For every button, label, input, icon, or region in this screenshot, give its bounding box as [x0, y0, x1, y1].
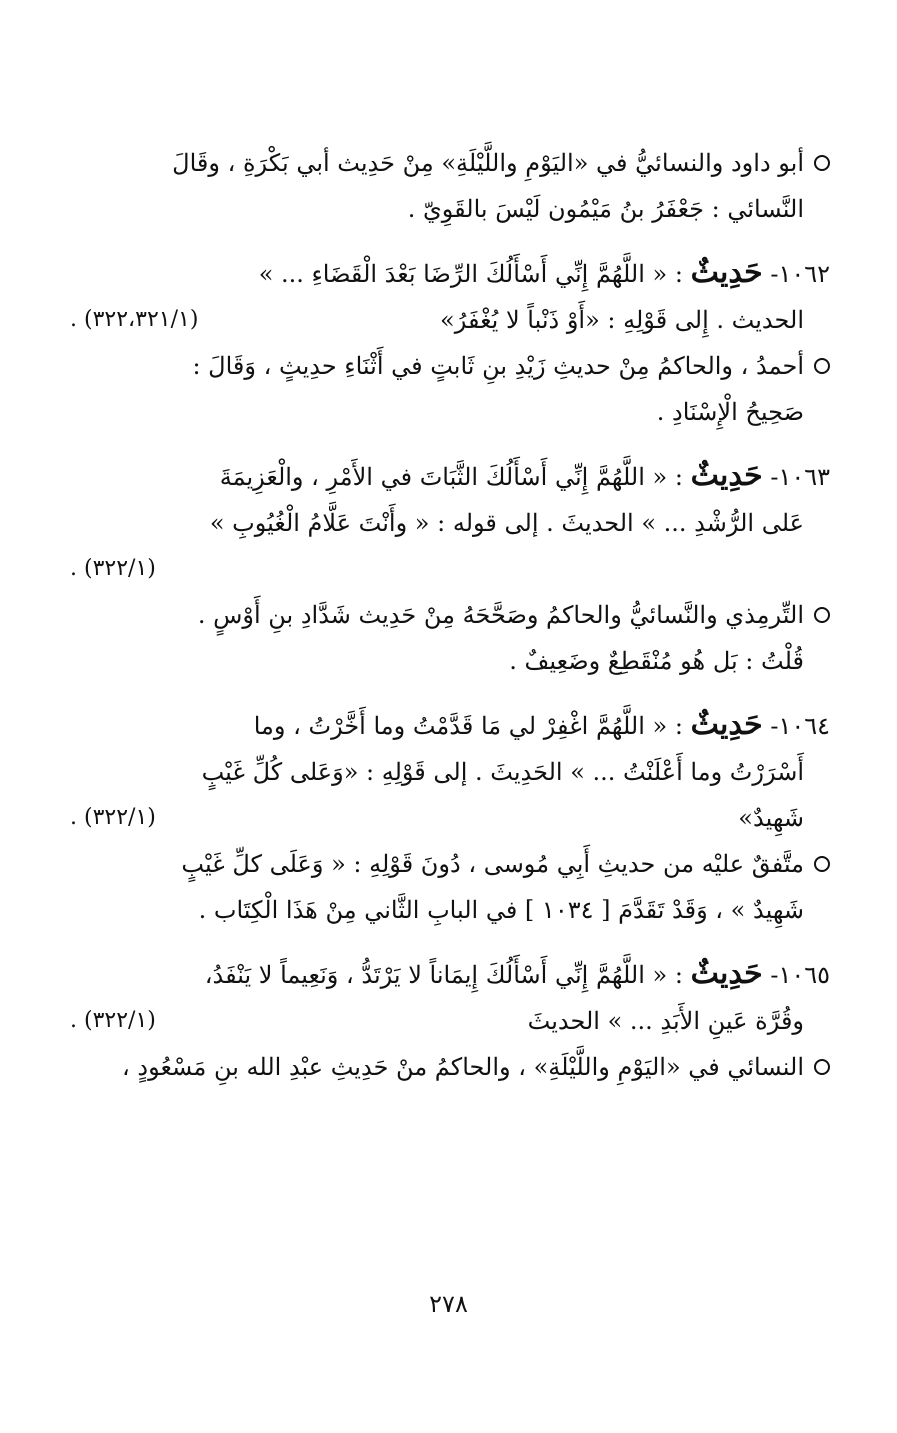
source-text-1: التِّرمِذي والنَّسائيُّ والحاكمُ وصَحَّحَهُ مِنْ حَدِيث شَدَّادِ بنِ أَوْسٍ .: [197, 601, 804, 629]
source-text-1: النسائي في «اليَوْمِ واللَّيْلَةِ» ، والحاكمُ منْ حَدِيثِ عبْدِ الله بنِ مَسْعُودٍ ،: [122, 1053, 804, 1081]
entry-number: ١٠٦٢-: [770, 260, 830, 288]
hadith-text-2: الحديث . إِلى قَوْلِهِ : «أَوْ ذَنْباً لا يُغْفَرُ»: [440, 306, 804, 334]
hadith-entry-1064: [70, 702, 830, 933]
hadith-line-2: [70, 998, 830, 1044]
source-line: [70, 841, 830, 933]
hadith-text-2: وقُرَّة عَينِ الأَبَدِ ... » الحديثَ: [527, 1007, 804, 1035]
hadith-text-3: شَهِيدٌ»: [738, 804, 804, 832]
hadith-text-1: : « اللَّهُمَّ إِنِّي أَسْأَلُكَ إِيمَاناً لا يَرْتَدُّ ، وَنَعِيماً لا يَنْفَدُ،: [204, 961, 683, 989]
source-line: [70, 140, 830, 232]
reference-line: [70, 546, 830, 592]
circle-bullet-icon: [814, 856, 830, 872]
circle-bullet-icon: [814, 358, 830, 374]
reference: (٣٢٢/١) .: [70, 1008, 156, 1033]
entry-heading: [70, 702, 830, 749]
source-text-1: متَّفقٌ عليْه من حديثِ أَبِي مُوسى ، دُونَ قَوْلِهِ : « وَعَلَى كلِّ غَيْبٍ: [181, 850, 804, 878]
entry-number: ١٠٦٣-: [770, 463, 830, 491]
reference: (٣٢٢/١) .: [70, 556, 156, 581]
entry-number: ١٠٦٤-: [770, 712, 830, 740]
hadith-text-2: عَلى الرُّشْدِ ... » الحديثَ . إلى قوله : « وأَنْتَ عَلَّامُ الْغُيُوبِ »: [209, 509, 804, 537]
entry-heading: [70, 250, 830, 297]
source-text-1: أبو داود والنسائيُّ في «اليَوْمِ واللَّيْلَةِ» مِنْ حَدِيث أبي بَكْرَةِ ، وقَالَ: [172, 149, 804, 177]
reference: (٣٢٢،٣٢١/١) .: [70, 307, 199, 332]
hadith-line-2: [70, 749, 830, 795]
reference: (٣٢٢/١) .: [70, 805, 156, 830]
hadith-line-2: [70, 500, 830, 546]
hadith-line-2: [70, 297, 830, 343]
entry-heading: [70, 453, 830, 500]
source-line: [70, 1044, 830, 1090]
entry-number: ١٠٦٥-: [770, 961, 830, 989]
hadith-label: حَدِيثٌ: [690, 458, 763, 493]
circle-bullet-icon: [814, 1059, 830, 1075]
intro-source: [70, 140, 830, 232]
circle-bullet-icon: [814, 607, 830, 623]
hadith-text-1: : « اللَّهُمَّ اغْفِرْ لي مَا قَدَّمْتُ وما أَخَّرْتُ ، وما: [253, 712, 683, 740]
hadith-entry-1062: [70, 250, 830, 435]
hadith-label: حَدِيثٌ: [690, 956, 763, 991]
source-line: [70, 343, 830, 435]
page-number: ٢٧٨: [429, 1290, 468, 1318]
document-page: [70, 140, 830, 1108]
circle-bullet-icon: [814, 155, 830, 171]
hadith-label: حَدِيثٌ: [690, 707, 763, 742]
source-text-1: أحمدُ ، والحاكمُ مِنْ حديثِ زَيْدِ بنِ ثَابتٍ في أَثْنَاءِ حدِيثٍ ، وَقَالَ :: [192, 352, 804, 380]
entry-heading: [70, 951, 830, 998]
source-line: [70, 592, 830, 684]
hadith-line-3: [70, 795, 830, 841]
hadith-label: حَدِيثٌ: [690, 255, 763, 290]
hadith-text-2: أَسْرَرْتُ وما أَعْلَنْتُ ... » الحَدِيثَ . إلى قَوْلِهِ : «وَعَلى كُلِّ غَيْبٍ: [201, 758, 804, 786]
source-text-2: قُلْتُ : بَل هُو مُنْقَطِعٌ وضَعِيفٌ .: [509, 647, 804, 675]
hadith-text-1: : « اللَّهُمَّ إِنِّي أَسْأَلُكَ الثَّبَاتَ في الأَمْرِ ، والْعَزِيمَةَ: [219, 463, 683, 491]
hadith-entry-1065: [70, 951, 830, 1090]
source-text-2: صَحِيحُ الْإِسْنَادِ .: [656, 398, 804, 426]
hadith-text-1: : « اللَّهُمَّ إِنِّي أَسْأَلُكَ الرِّضَا بَعْدَ الْقَضَاءِ ... »: [258, 260, 683, 288]
hadith-entry-1063: [70, 453, 830, 684]
source-text-2: النَّسائي : جَعْفَرُ بنُ مَيْمُون لَيْسَ بالقَوِيّ .: [407, 195, 804, 223]
source-text-2: شَهِيدٌ » ، وَقَدْ تَقَدَّمَ [ ١٠٣٤ ] في البابِ الثَّاني مِنْ هَذَا الْكِتَاب .: [198, 896, 804, 924]
